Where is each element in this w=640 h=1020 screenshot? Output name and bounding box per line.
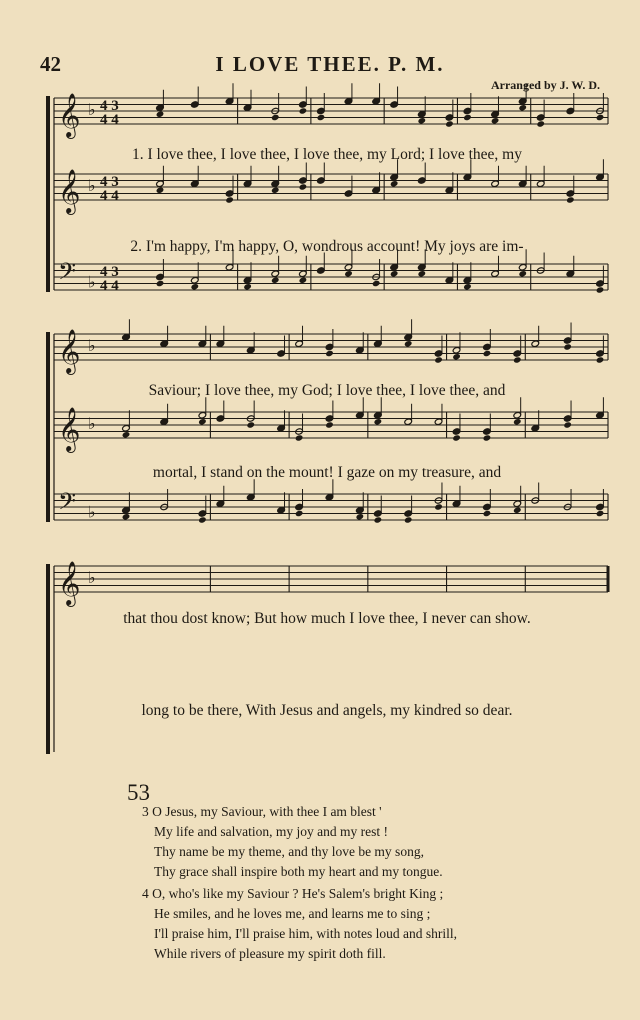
lyric-line-verse-2: mortal, I stand on the mount! I gaze on my treasure, and — [152, 464, 502, 481]
verse-3 — [142, 802, 582, 882]
note-head — [566, 196, 575, 203]
time-signature-icon: 4 3 — [100, 174, 119, 190]
staff — [54, 479, 608, 523]
note-head — [418, 117, 427, 124]
note-head — [404, 340, 413, 347]
note-head — [243, 283, 252, 290]
note-head — [434, 503, 443, 510]
verse-number: 4 — [142, 886, 149, 901]
treble-clef-icon: 𝄞 — [58, 561, 81, 605]
staff-notation-3 — [40, 562, 614, 774]
time-signature-icon: 4 3 — [100, 264, 119, 280]
note-head — [299, 277, 308, 284]
note-head — [271, 187, 280, 194]
note-head — [122, 513, 131, 520]
note-head — [483, 434, 492, 441]
note-head — [295, 434, 304, 441]
note-head — [596, 286, 605, 293]
flat-icon: ♭ — [88, 568, 96, 587]
note-head — [374, 516, 383, 523]
verse-line: Thy name be my theme, and thy love be my song, — [154, 844, 424, 859]
note-head — [156, 187, 165, 194]
treble-clef-icon: 𝄞 — [58, 329, 81, 373]
flat-icon: ♭ — [88, 176, 96, 195]
music-system-3 — [40, 562, 614, 774]
note-head — [404, 516, 413, 523]
time-signature-icon: 4 4 — [100, 188, 119, 204]
note-head — [198, 418, 207, 425]
note-head — [418, 270, 427, 277]
flat-icon: ♭ — [88, 502, 96, 522]
lyric-line-verse-1: 1. I love thee, I love thee, I love thee, my Lord; I love thee, my — [132, 146, 522, 163]
note-head — [463, 283, 472, 290]
note-head — [445, 120, 454, 127]
treble-clef-icon: 𝄞 — [58, 407, 81, 451]
note-head — [325, 350, 334, 357]
verse-line: O, who's like my Saviour ? He's Salem's bright King ; — [152, 886, 444, 901]
lyric-line-verse-2: long to be there, With Jesus and angels, my kindred so dear. — [141, 702, 513, 719]
note-head — [434, 356, 443, 363]
note-head — [246, 421, 255, 428]
hymn-number: 53 — [127, 780, 150, 805]
note-head — [513, 356, 522, 363]
note-head — [198, 516, 207, 523]
note-head — [122, 431, 131, 438]
note-head — [191, 283, 200, 290]
flat-icon: ♭ — [88, 272, 96, 292]
note-head — [156, 111, 165, 118]
bass-clef-icon: 𝄢 — [58, 487, 77, 521]
note-head — [390, 180, 399, 187]
note-head — [563, 343, 572, 350]
verse-line: While rivers of pleasure my spirit doth fill. — [154, 946, 386, 961]
system-bracket — [46, 564, 50, 754]
note-head — [491, 117, 500, 124]
note-head — [225, 196, 234, 203]
staff — [54, 561, 608, 607]
page-number: 42 — [40, 52, 61, 76]
verse-line: My life and salvation, my joy and my rest ! — [154, 824, 388, 839]
note-head — [325, 421, 334, 428]
note-head — [563, 421, 572, 428]
staff — [54, 397, 608, 453]
time-signature-icon: 4 4 — [100, 112, 119, 128]
verse-4 — [142, 884, 582, 964]
note-head — [156, 280, 165, 287]
note-head — [295, 510, 304, 517]
lyric-line-verse-2: 2. I'm happy, I'm happy, O, wondrous account! My joys are im- — [130, 238, 524, 255]
treble-clef-icon: 𝄞 — [58, 93, 81, 137]
note-head — [483, 510, 492, 517]
bass-clef-icon: 𝄢 — [58, 257, 77, 291]
verse-line: He smiles, and he loves me, and learns me to sing ; — [154, 906, 431, 921]
flat-icon: ♭ — [88, 336, 96, 355]
note-head — [372, 280, 381, 287]
note-head — [452, 434, 461, 441]
staff-notation-1 — [40, 94, 614, 312]
note-head — [518, 104, 527, 111]
music-system-1 — [40, 94, 614, 312]
note-head — [596, 114, 605, 121]
verse-line: Thy grace shall inspire both my heart and my tongue. — [154, 864, 443, 879]
treble-clef-icon: 𝄞 — [58, 169, 81, 213]
note-head — [356, 513, 365, 520]
note-head — [390, 270, 399, 277]
note-head — [513, 507, 522, 514]
system-bracket — [46, 96, 50, 292]
note-head — [271, 114, 280, 121]
lyric-line-verse-1: Saviour; I love thee, my God; I love thee, I love thee, and — [148, 382, 506, 399]
note-head — [513, 418, 522, 425]
verse-line: O Jesus, my Saviour, with thee I am blest ' — [152, 804, 382, 819]
time-signature-icon: 4 4 — [100, 278, 119, 294]
note-head — [452, 353, 461, 360]
note-head — [299, 107, 308, 114]
note-head — [536, 120, 545, 127]
lyric-line-verse-1: that thou dost know; But how much I love thee, I never can show. — [123, 610, 531, 627]
note-head — [317, 114, 326, 121]
note-head — [596, 510, 605, 517]
music-system-2 — [40, 330, 614, 542]
staff — [54, 159, 608, 215]
note-head — [271, 277, 280, 284]
arranger-credit: Arranged by J. W. D. — [490, 78, 600, 92]
time-signature-icon: 4 3 — [100, 98, 119, 114]
note-head — [596, 356, 605, 363]
verse-number: 3 — [142, 804, 149, 819]
staff — [54, 319, 608, 375]
note-head — [518, 270, 527, 277]
staff-notation-2 — [40, 330, 614, 542]
verse-line: I'll praise him, I'll praise him, with notes loud and shrill, — [154, 926, 457, 941]
note-head — [344, 270, 353, 277]
note-head — [463, 114, 472, 121]
note-head — [374, 418, 383, 425]
flat-icon: ♭ — [88, 414, 96, 433]
system-bracket — [46, 332, 50, 522]
note-head — [483, 350, 492, 357]
flat-icon: ♭ — [88, 100, 96, 119]
hymn-title: I LOVE THEE. P. M. — [215, 52, 445, 76]
note-head — [299, 183, 308, 190]
